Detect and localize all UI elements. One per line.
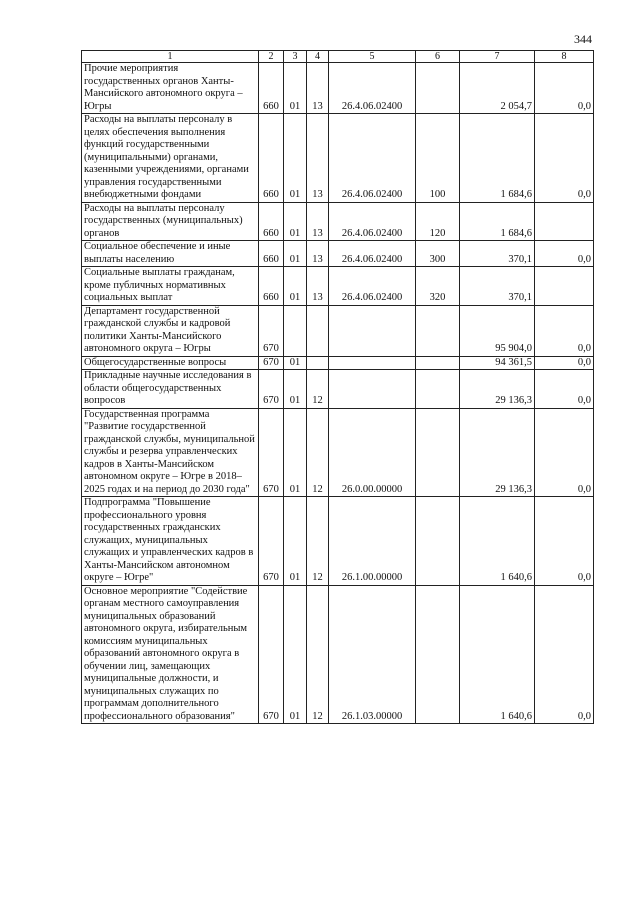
row-section-cell (284, 305, 307, 356)
row-amount-2-cell: 0,0 (535, 114, 594, 203)
row-expense-type-cell (416, 497, 460, 586)
row-subsection-cell: 12 (307, 408, 329, 497)
row-amount-2-cell: 0,0 (535, 356, 594, 370)
table-row (82, 497, 594, 586)
row-amount-2-cell: 0,0 (535, 497, 594, 586)
row-admin-code-cell: 670 (259, 408, 284, 497)
row-target-article-cell: 26.4.06.02400 (329, 202, 416, 241)
row-name-cell: Подпрограмма "Повышение профессионального уровня государственных гражданских служащих, муниципальных служащих и управленческих кадров в Ханты-Мансийском автономном округе – Югре" (82, 497, 259, 586)
budget-table (81, 50, 594, 724)
row-amount-cell: 2 054,7 (460, 63, 535, 114)
table-header-row (82, 51, 594, 63)
column-header: 4 (307, 51, 329, 63)
row-amount-2-cell: 0,0 (535, 241, 594, 267)
page-number: 344 (574, 32, 592, 46)
row-amount-2-cell (535, 202, 594, 241)
row-target-article-cell: 26.1.03.00000 (329, 585, 416, 724)
row-name-cell: Департамент государственной гражданской службы и кадровой политики Ханты-Мансийского автономного округа – Югры (82, 305, 259, 356)
row-subsection-cell (307, 356, 329, 370)
row-amount-2-cell: 0,0 (535, 585, 594, 724)
row-name-cell: Прикладные научные исследования в области общегосударственных вопросов (82, 370, 259, 409)
row-admin-code-cell: 670 (259, 305, 284, 356)
table-row (82, 408, 594, 497)
row-expense-type-cell: 120 (416, 202, 460, 241)
row-amount-cell: 1 684,6 (460, 202, 535, 241)
row-amount-cell: 29 136,3 (460, 408, 535, 497)
row-section-cell: 01 (284, 497, 307, 586)
table-row (82, 585, 594, 724)
row-amount-2-cell: 0,0 (535, 305, 594, 356)
row-section-cell: 01 (284, 585, 307, 724)
row-admin-code-cell: 660 (259, 202, 284, 241)
table-row (82, 305, 594, 356)
row-subsection-cell: 13 (307, 202, 329, 241)
row-name-cell: Основное мероприятие "Содействие органам местного самоуправления муниципальных образований автономного округа, избирательным комиссиям муниципальных образований автономного округа в обучении лиц, замещающих муниципальные должности, и муниципальных служащих по программам дополнительного профессионального образования" (82, 585, 259, 724)
row-expense-type-cell (416, 305, 460, 356)
row-name-cell: Социальные выплаты гражданам, кроме публичных нормативных социальных выплат (82, 267, 259, 306)
row-amount-cell: 95 904,0 (460, 305, 535, 356)
row-amount-cell: 94 361,5 (460, 356, 535, 370)
row-admin-code-cell: 660 (259, 63, 284, 114)
row-amount-cell: 370,1 (460, 241, 535, 267)
row-target-article-cell: 26.0.00.00000 (329, 408, 416, 497)
row-expense-type-cell (416, 63, 460, 114)
row-subsection-cell: 13 (307, 267, 329, 306)
row-section-cell: 01 (284, 356, 307, 370)
column-header: 6 (416, 51, 460, 63)
column-header: 8 (535, 51, 594, 63)
row-admin-code-cell: 660 (259, 114, 284, 203)
column-header: 5 (329, 51, 416, 63)
table-row (82, 356, 594, 370)
row-amount-2-cell: 0,0 (535, 63, 594, 114)
row-section-cell: 01 (284, 408, 307, 497)
row-admin-code-cell: 670 (259, 370, 284, 409)
row-amount-cell: 370,1 (460, 267, 535, 306)
row-admin-code-cell: 670 (259, 585, 284, 724)
row-subsection-cell: 13 (307, 241, 329, 267)
table-row (82, 267, 594, 306)
row-expense-type-cell (416, 408, 460, 497)
table-row (82, 370, 594, 409)
column-header: 2 (259, 51, 284, 63)
row-amount-cell: 1 684,6 (460, 114, 535, 203)
row-name-cell: Прочие мероприятия государственных органов Ханты-Мансийского автономного округа – Югры (82, 63, 259, 114)
row-section-cell: 01 (284, 202, 307, 241)
row-section-cell: 01 (284, 267, 307, 306)
row-expense-type-cell (416, 356, 460, 370)
row-subsection-cell: 13 (307, 114, 329, 203)
row-amount-2-cell: 0,0 (535, 370, 594, 409)
row-admin-code-cell: 660 (259, 267, 284, 306)
row-target-article-cell (329, 305, 416, 356)
row-subsection-cell: 13 (307, 63, 329, 114)
row-name-cell: Общегосударственные вопросы (82, 356, 259, 370)
row-expense-type-cell (416, 585, 460, 724)
table-row (82, 114, 594, 203)
row-name-cell: Социальное обеспечение и иные выплаты населению (82, 241, 259, 267)
row-subsection-cell: 12 (307, 370, 329, 409)
row-name-cell: Государственная программа "Развитие государственной гражданской службы, муниципальной службы и резерва управленческих кадров в Ханты-Мансийском автономном округе – Югре в 2018–2025 годах и на период до 2030 года" (82, 408, 259, 497)
row-section-cell: 01 (284, 63, 307, 114)
row-admin-code-cell: 660 (259, 241, 284, 267)
row-subsection-cell (307, 305, 329, 356)
row-expense-type-cell: 100 (416, 114, 460, 203)
row-target-article-cell (329, 370, 416, 409)
column-header: 1 (82, 51, 259, 63)
row-subsection-cell: 12 (307, 585, 329, 724)
row-target-article-cell: 26.4.06.02400 (329, 267, 416, 306)
row-target-article-cell: 26.1.00.00000 (329, 497, 416, 586)
row-expense-type-cell: 300 (416, 241, 460, 267)
row-admin-code-cell: 670 (259, 356, 284, 370)
row-amount-2-cell: 0,0 (535, 408, 594, 497)
row-amount-2-cell (535, 267, 594, 306)
row-subsection-cell: 12 (307, 497, 329, 586)
table-body (82, 63, 594, 724)
row-section-cell: 01 (284, 241, 307, 267)
row-expense-type-cell (416, 370, 460, 409)
row-amount-cell: 29 136,3 (460, 370, 535, 409)
row-section-cell: 01 (284, 370, 307, 409)
row-target-article-cell (329, 356, 416, 370)
table-row (82, 63, 594, 114)
table-row (82, 241, 594, 267)
row-target-article-cell: 26.4.06.02400 (329, 63, 416, 114)
row-target-article-cell: 26.4.06.02400 (329, 241, 416, 267)
row-expense-type-cell: 320 (416, 267, 460, 306)
row-amount-cell: 1 640,6 (460, 497, 535, 586)
row-name-cell: Расходы на выплаты персоналу в целях обеспечения выполнения функций государственными (муниципальными) органами, казенными учреждениями, органами управления государственными внебюджетными фондами (82, 114, 259, 203)
row-amount-cell: 1 640,6 (460, 585, 535, 724)
row-admin-code-cell: 670 (259, 497, 284, 586)
row-name-cell: Расходы на выплаты персоналу государственных (муниципальных) органов (82, 202, 259, 241)
table-row (82, 202, 594, 241)
row-target-article-cell: 26.4.06.02400 (329, 114, 416, 203)
column-header: 7 (460, 51, 535, 63)
column-header: 3 (284, 51, 307, 63)
row-section-cell: 01 (284, 114, 307, 203)
